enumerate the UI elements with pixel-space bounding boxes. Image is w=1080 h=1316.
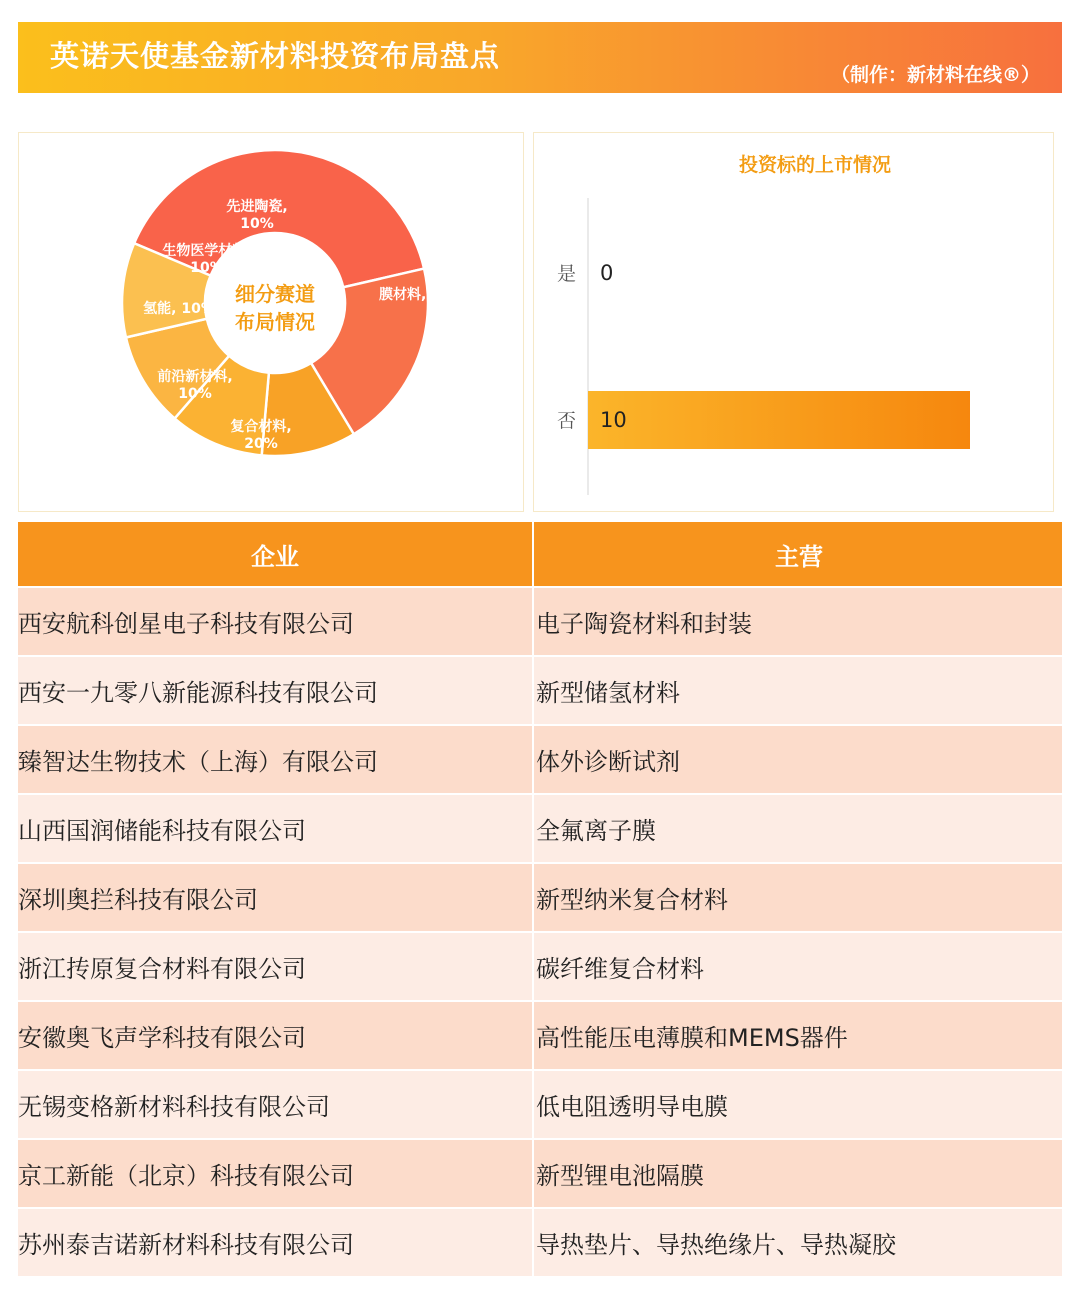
bar-category-label: 否 (556, 410, 576, 432)
bar-category-label: 是 (556, 263, 576, 285)
table-row (18, 1138, 1062, 1207)
company-cell: 西安航科创星电子科技有限公司 (18, 588, 534, 655)
company-cell: 深圳奥拦科技有限公司 (18, 864, 534, 931)
business-cell: 新型纳米复合材料 (534, 864, 1062, 931)
company-cell: 京工新能（北京）科技有限公司 (18, 1140, 534, 1207)
table-row (18, 1207, 1062, 1276)
table-row (18, 793, 1062, 862)
business-cell: 新型锂电池隔膜 (534, 1140, 1062, 1207)
table-row (18, 931, 1062, 1000)
business-cell: 体外诊断试剂 (534, 726, 1062, 793)
bar-chart (534, 133, 1053, 511)
bar-chart-title: 投资标的上市情况 (738, 154, 892, 176)
column-header: 企业 (18, 522, 534, 586)
donut-slice-label: 先进陶瓷, 10% (226, 199, 288, 232)
donut-slice-label: 前沿新材料, 10% (157, 369, 233, 402)
table-row (18, 1069, 1062, 1138)
business-cell: 低电阻透明导电膜 (534, 1071, 1062, 1138)
bar (588, 391, 970, 449)
donut-slice-label: 生物医学材料, 10% (162, 243, 252, 276)
business-cell: 碳纤维复合材料 (534, 933, 1062, 1000)
table-row (18, 1000, 1062, 1069)
header-banner (18, 22, 1062, 93)
table-row (18, 586, 1062, 655)
table-row (18, 724, 1062, 793)
page-title: 英诺天使基金新材料投资布局盘点 (50, 39, 501, 73)
table-row (18, 862, 1062, 931)
company-cell: 浙江抟原复合材料有限公司 (18, 933, 534, 1000)
business-cell: 新型储氢材料 (534, 657, 1062, 724)
bar-chart-panel (533, 132, 1054, 512)
business-cell: 高性能压电薄膜和MEMS器件 (534, 1002, 1062, 1069)
donut-chart (19, 133, 523, 511)
business-cell: 电子陶瓷材料和封装 (534, 588, 1062, 655)
company-cell: 安徽奥飞声学科技有限公司 (18, 1002, 534, 1069)
donut-center-title: 布局情况 (235, 310, 315, 334)
company-cell: 山西国润储能科技有限公司 (18, 795, 534, 862)
business-cell: 全氟离子膜 (534, 795, 1062, 862)
company-table (18, 522, 1062, 1276)
company-cell: 无锡变格新材料科技有限公司 (18, 1071, 534, 1138)
company-cell: 臻智达生物技术（上海）有限公司 (18, 726, 534, 793)
donut-slice-label: 膜材料, 40% (379, 287, 465, 303)
business-cell: 导热垫片、导热绝缘片、导热凝胶 (534, 1209, 1062, 1276)
company-cell: 苏州泰吉诺新材料科技有限公司 (18, 1209, 534, 1276)
donut-slice-label: 氢能, 10% (143, 301, 215, 317)
table-header (18, 522, 1062, 586)
company-cell: 西安一九零八新能源科技有限公司 (18, 657, 534, 724)
credit-text: （制作：新材料在线®） (830, 64, 1040, 86)
donut-chart-panel (18, 132, 524, 512)
bar-value-label: 10 (600, 408, 627, 432)
table-row (18, 655, 1062, 724)
bar-value-label: 0 (600, 261, 614, 285)
donut-center-title: 细分赛道 (235, 282, 315, 306)
donut-slice-label: 复合材料, 20% (230, 419, 292, 452)
column-header: 主营 (534, 522, 1062, 586)
